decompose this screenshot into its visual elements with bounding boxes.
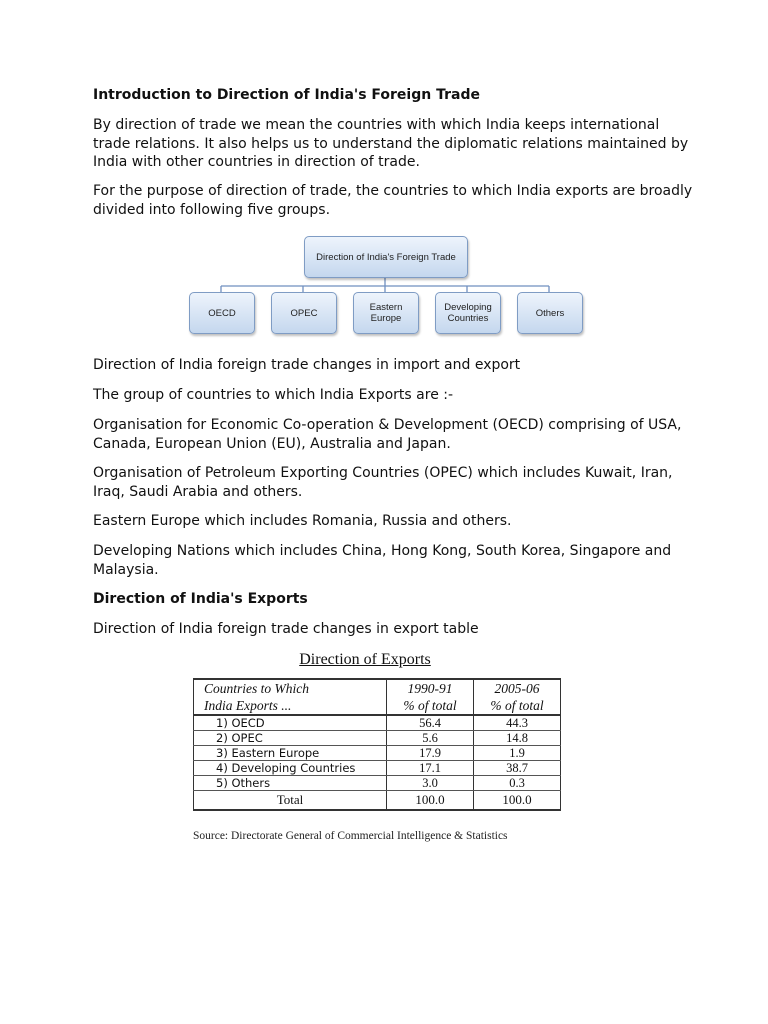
table-row	[194, 746, 561, 761]
exports-heading: Direction of India's Exports	[93, 591, 308, 607]
paragraph-direction-definition: By direction of trade we mean the countries with which India keeps international trade relations. It also helps us to understand the diplomatic relations maintained by India with other countries in direction of trade.	[93, 117, 689, 170]
total-2005: 100.0	[474, 791, 561, 811]
paragraph-developing-nations: Developing Nations which includes China, Hong Kong, South Korea, Singapore and Malaysia.	[93, 543, 672, 578]
row-value-1990: 56.4	[387, 715, 474, 731]
row-value-1990: 3.0	[387, 776, 474, 791]
table-header-row	[194, 679, 561, 715]
row-value-2005: 44.3	[474, 715, 561, 731]
table-total-row	[194, 791, 561, 811]
row-value-2005: 14.8	[474, 731, 561, 746]
paragraph-opec: Organisation of Petroleum Exporting Countries (OPEC) which includes Kuwait, Iran, Iraq, Saudi Arabia and others.	[93, 465, 673, 500]
row-label: 1) OECD	[194, 715, 387, 731]
total-label: Total	[194, 791, 387, 811]
diagram-root-node: Direction of India's Foreign Trade	[304, 236, 468, 278]
header-2005-06: 2005-06 % of total	[474, 679, 561, 715]
row-value-2005: 0.3	[474, 776, 561, 791]
exports-table	[193, 678, 561, 811]
row-value-1990: 17.9	[387, 746, 474, 761]
row-label: 2) OPEC	[194, 731, 387, 746]
header-1990-91: 1990-91 % of total	[387, 679, 474, 715]
diagram-node-eastern-europe: Eastern Europe	[353, 292, 419, 334]
row-value-1990: 5.6	[387, 731, 474, 746]
table-row	[194, 776, 561, 791]
row-value-2005: 38.7	[474, 761, 561, 776]
paragraph-export-table-intro: Direction of India foreign trade changes in export table	[93, 621, 479, 637]
diagram-node-developing-countries: Developing Countries	[435, 292, 501, 334]
row-label: 4) Developing Countries	[194, 761, 387, 776]
diagram-node-others: Others	[517, 292, 583, 334]
paragraph-export-groups: The group of countries to which India Exports are :-	[93, 387, 454, 403]
diagram-node-oecd: OECD	[189, 292, 255, 334]
header-countries: Countries to Which India Exports ...	[194, 679, 387, 715]
intro-heading: Introduction to Direction of India's Foreign Trade	[93, 87, 480, 103]
table-row	[194, 731, 561, 746]
total-1990: 100.0	[387, 791, 474, 811]
paragraph-import-export: Direction of India foreign trade changes in import and export	[93, 357, 521, 373]
paragraph-five-groups: For the purpose of direction of trade, the countries to which India exports are broadly divided into following five groups.	[93, 183, 693, 218]
table-row	[194, 715, 561, 731]
row-label: 3) Eastern Europe	[194, 746, 387, 761]
trade-direction-diagram	[185, 232, 585, 338]
row-value-1990: 17.1	[387, 761, 474, 776]
row-label: 5) Others	[194, 776, 387, 791]
table-title: Direction of Exports	[299, 651, 431, 668]
paragraph-eastern-europe: Eastern Europe which includes Romania, Russia and others.	[93, 513, 512, 529]
table-row	[194, 761, 561, 776]
table-source: Source: Directorate General of Commercial Intelligence & Statistics	[193, 830, 508, 842]
paragraph-oecd: Organisation for Economic Co-operation & Development (OECD) comprising of USA, Canada, European Union (EU), Australia and Japan.	[93, 417, 682, 452]
row-value-2005: 1.9	[474, 746, 561, 761]
diagram-node-opec: OPEC	[271, 292, 337, 334]
